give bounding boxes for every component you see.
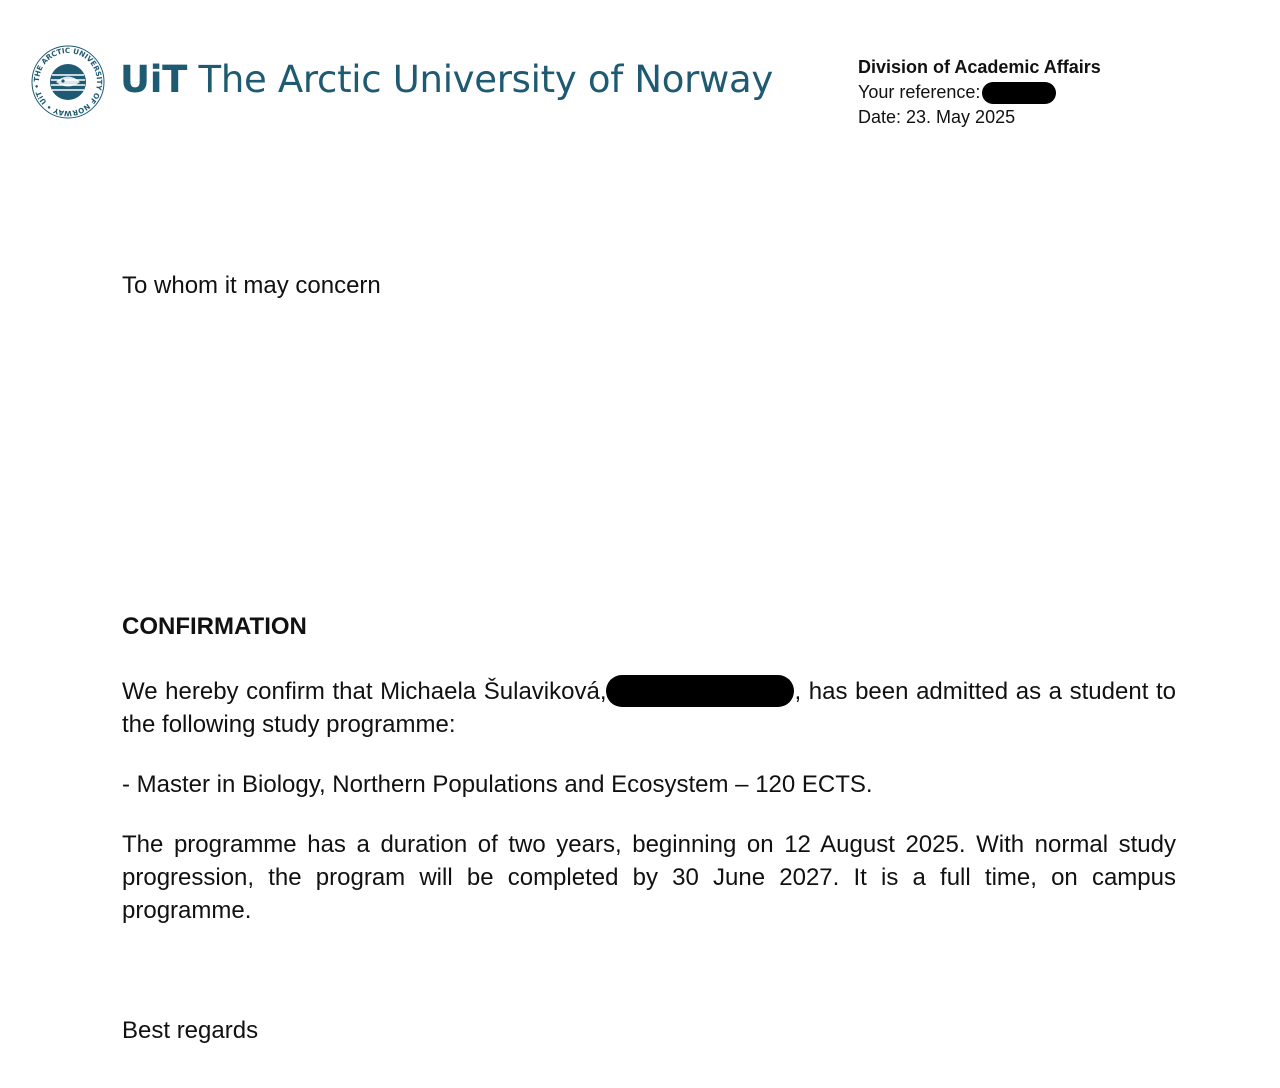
redaction-reference [982,82,1056,104]
university-seal-icon [30,44,106,120]
division-name: Division of Academic Affairs [858,57,1101,77]
letter-header-info [858,55,1101,130]
closing: Best regards [122,1017,259,1044]
confirmation-paragraph [122,675,1176,741]
svg-text:THE ARCTIC UNIVERSITY OF NORWA: THE ARCTIC UNIVERSITY OF NORWAY • UiT • [31,45,105,119]
reference-label: Your reference: [858,82,981,102]
reference-line [858,80,1101,105]
programme-line: - Master in Biology, Northern Populations and Ecosystem – 120 ECTS. [122,771,873,798]
duration-paragraph: The programme has a duration of two years, beginning on 12 August 2025. With normal study progression, the program will be completed by 30 June 2027. It is a full time, on campus programme. [122,831,1176,924]
salutation: To whom it may concern [122,272,381,299]
confirmation-text-start: We hereby confirm that Michaela Šulaviková, [122,678,607,705]
logo-university-name: The Arctic University of Norway [198,58,773,101]
logo-abbreviation: UiT [120,58,188,101]
letter-date: Date: 23. May 2025 [858,107,1016,127]
letter-heading: CONFIRMATION [122,613,307,640]
redaction-personal-id [606,675,794,707]
confirmation-text-end: , has been admitted as a student to the following study programme: [122,678,1176,738]
university-logo [120,58,773,101]
